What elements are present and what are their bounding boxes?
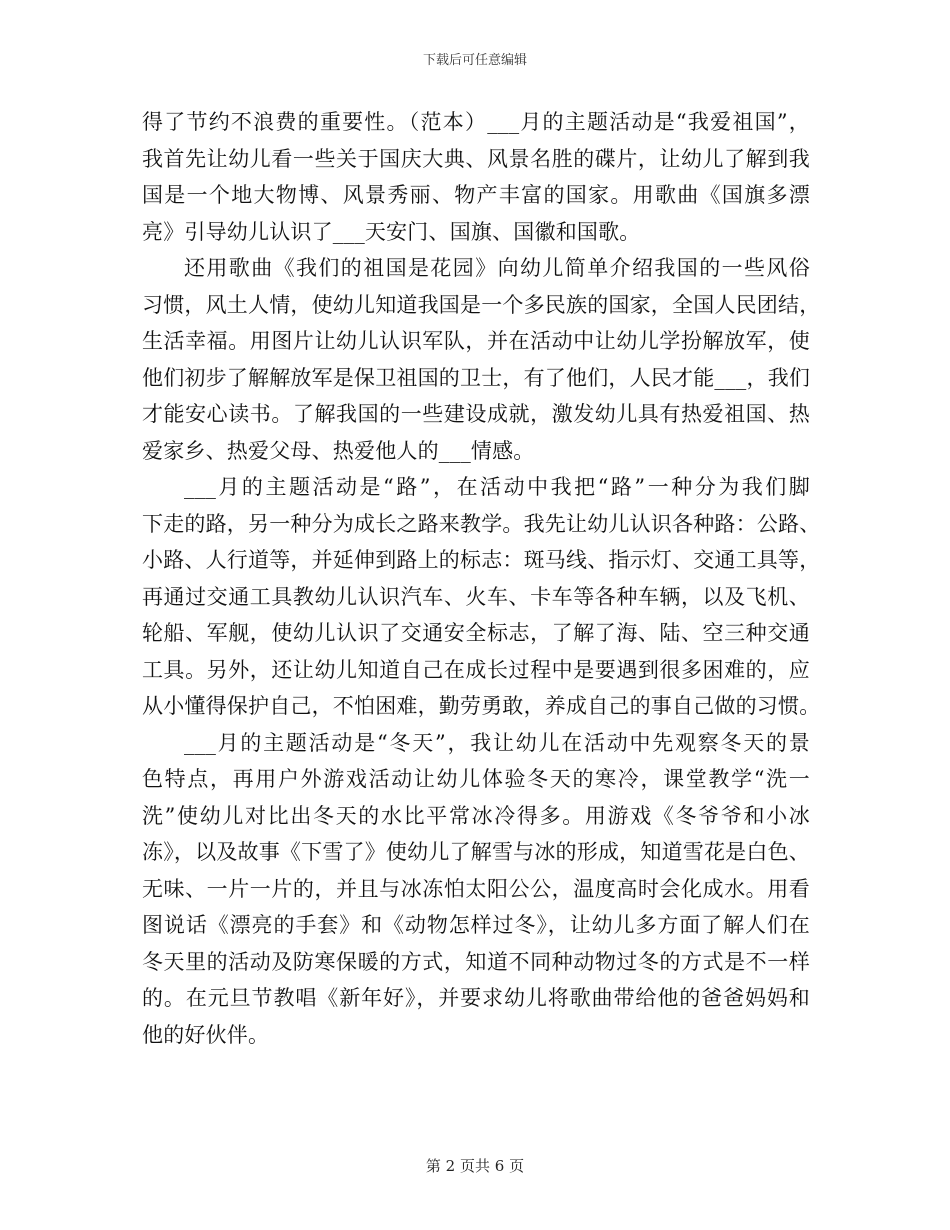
paragraph-2 (142, 250, 821, 469)
text-line: 我首先让幼儿看一些关于国庆大典、风景名胜的碟片，让幼儿了解到我 (142, 146, 810, 171)
text-line: 轮船、军舰，使幼儿认识了交通安全标志，了解了海、陆、空三种交通 (142, 621, 810, 645)
text-line: 才能安心读书。了解我国的一些建设成就，激发幼儿具有热爱祖国、热 (142, 402, 810, 426)
text-line: 国是一个地大物博、风景秀丽、物产丰富的国家。用歌曲《国旗多漂 (142, 183, 810, 207)
text-line: 工具。另外，还让幼儿知道自己在成长过程中是要遇到很多困难的，应 (142, 657, 810, 682)
text-line: 生活幸福。用图片让幼儿认识军队，并在活动中让幼儿学扮解放军，使 (142, 329, 810, 353)
text-line: 习惯，风土人情，使幼儿知道我国是一个多民族的国家，全国人民团结， (142, 292, 821, 317)
paragraph-3 (142, 469, 821, 725)
text-line: 再通过交通工具教幼儿认识汽车、火车、卡车等各种车辆，以及飞机、 (142, 584, 810, 609)
text-line: ___月的主题活动是“路”，在活动中我把“路”一种分为我们脚 (184, 475, 810, 499)
text-line: 冻》，以及故事《下雪了》使幼儿了解雪与冰的形成，知道雪花是白色、 (142, 840, 810, 864)
text-line: 的。在元旦节教唱《新年好》，并要求幼儿将歌曲带给他的爸爸妈妈和 (142, 986, 810, 1010)
paragraph-4 (142, 725, 810, 1054)
document-body (142, 104, 821, 1053)
text-line: ___月的主题活动是“冬天”，我让幼儿在活动中先观察冬天的景 (184, 730, 810, 755)
text-line: 亮》引导幼儿认识了___天安门、国旗、国徽和国歌。 (142, 219, 641, 244)
text-line: 还用歌曲《我们的祖国是花园》向幼儿简单介绍我国的一些风俗 (184, 256, 810, 280)
text-line: 从小懂得保护自己，不怕困难，勤劳勇敢，养成自己的事自己做的习惯。 (142, 694, 821, 718)
text-line: 爱家乡、热爱父母、热爱他人的___情感。 (142, 438, 535, 463)
text-line: 色特点，再用户外游戏活动让幼儿体验冬天的寒冷，课堂教学“洗一 (142, 767, 810, 791)
text-line: 小路、人行道等，并延伸到路上的标志：斑马线、指示灯、交通工具等， (142, 548, 821, 572)
text-line: 冬天里的活动及防寒保暖的方式，知道不同种动物过冬的方式是不一样 (142, 949, 810, 974)
text-line: 洗”使幼儿对比出冬天的水比平常冰冷得多。用游戏《冬爷爷和小冰 (142, 803, 810, 828)
text-line: 他的好伙伴。 (142, 1022, 270, 1047)
text-line: 无味、一片一片的，并且与冰冻怕太阳公公，温度高时会化成水。用看 (142, 876, 810, 901)
text-line: 他们初步了解解放军是保卫祖国的卫士，有了他们，人民才能___，我们 (142, 365, 811, 390)
paragraph-1 (142, 104, 810, 250)
page-number: 第 2 页共 6 页 (425, 1157, 525, 1175)
text-line: 图说话《漂亮的手套》和《动物怎样过冬》，让幼儿多方面了解人们在 (142, 913, 810, 937)
page-header: 下载后可任意编辑 (422, 53, 527, 68)
text-line: 得了节约不浪费的重要性。（范本）___月的主题活动是“我爱祖国”， (142, 110, 810, 134)
text-line: 下走的路，另一种分为成长之路来教学。我先让幼儿认识各种路：公路、 (142, 511, 821, 536)
